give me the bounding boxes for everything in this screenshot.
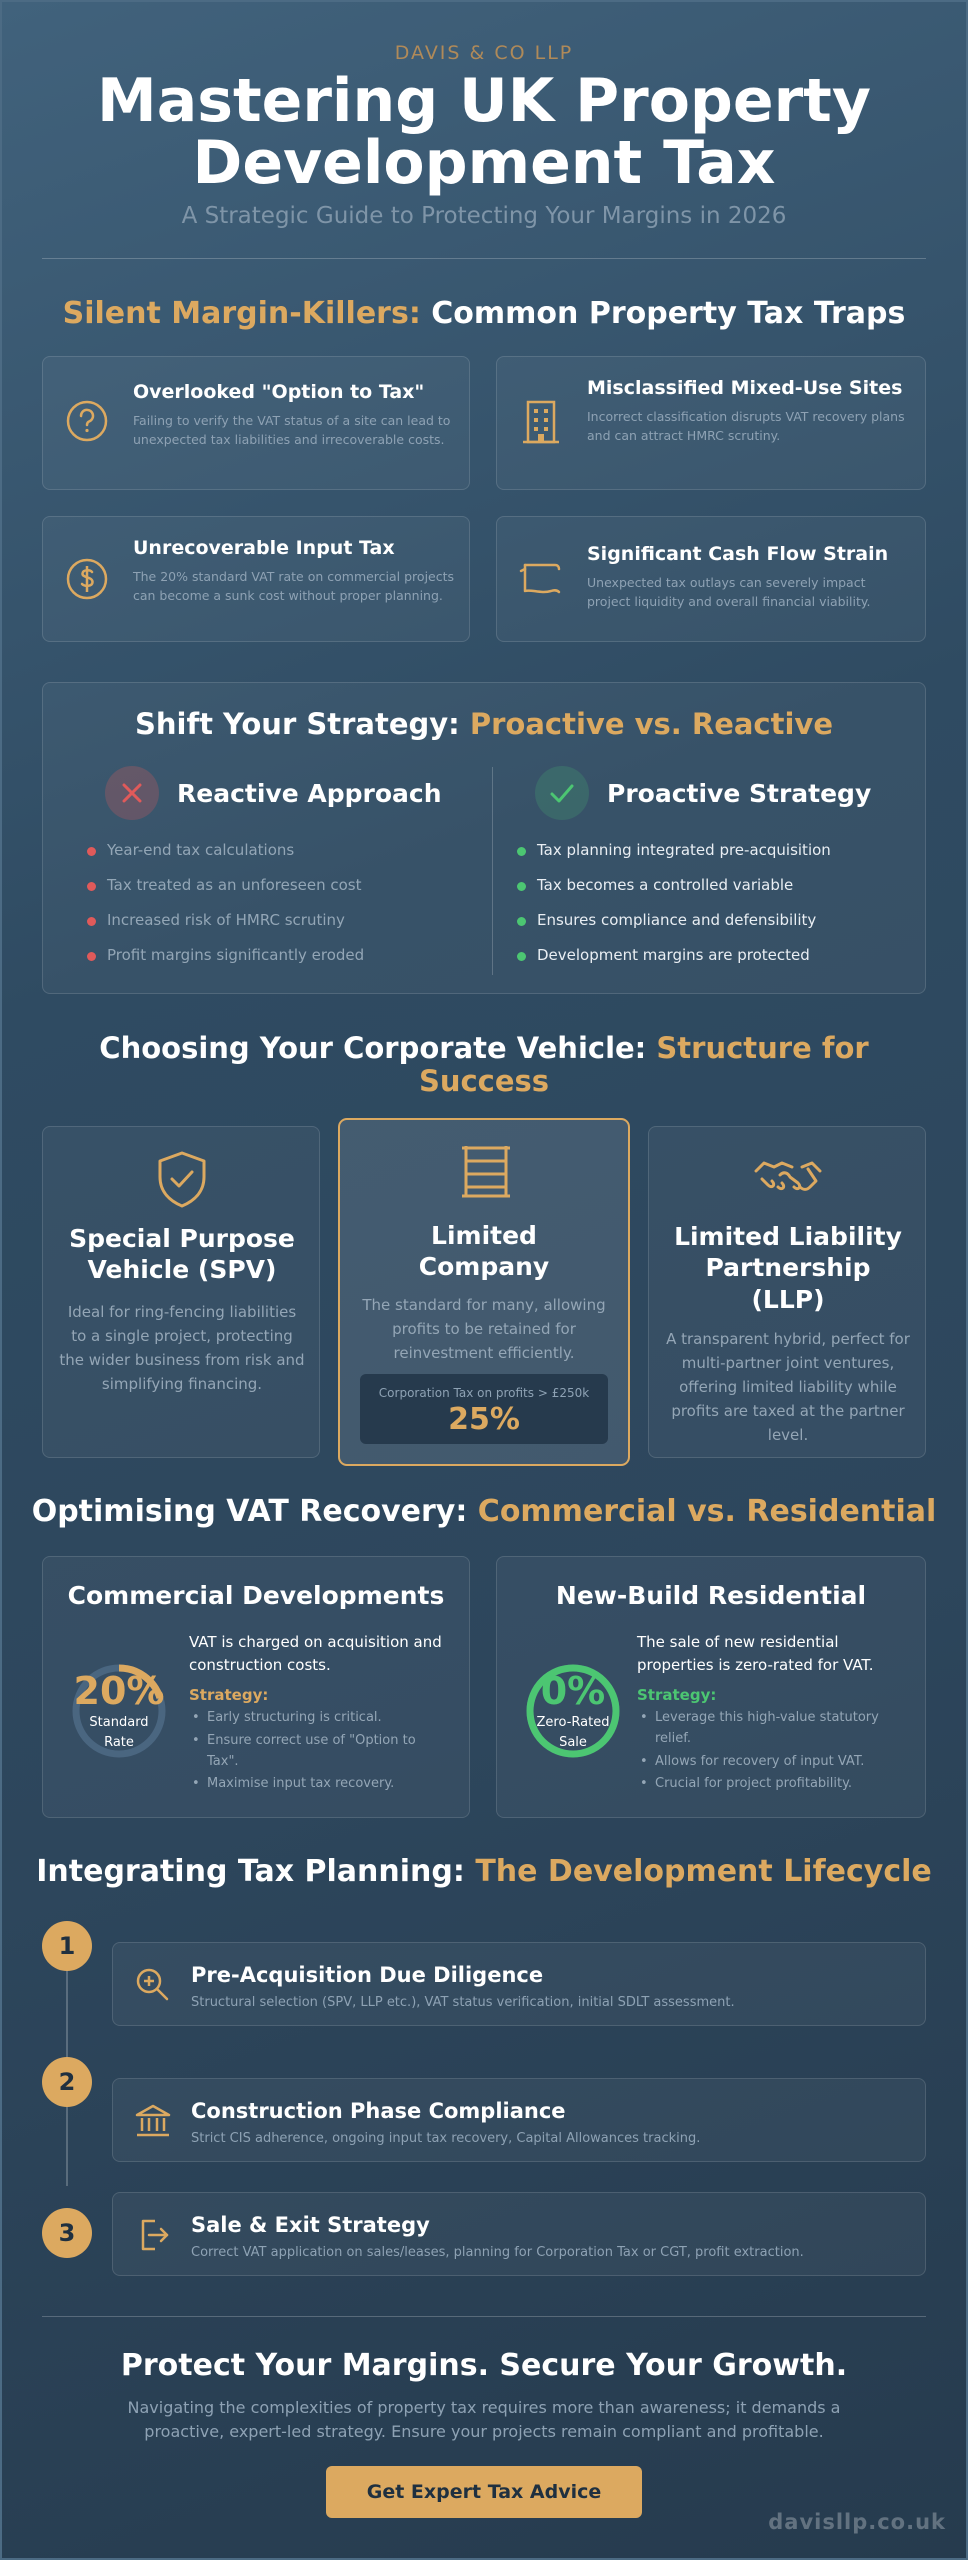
vat-gauge-label: Standard Rate — [89, 1715, 149, 1750]
page-subtitle: A Strategic Guide to Protecting Your Margins in 2026 — [181, 203, 787, 229]
trap-description: Incorrect classification disrupts VAT recovery plans and can attract HMRC scrutiny. — [587, 408, 905, 444]
bank-icon — [133, 2101, 173, 2141]
list-item: Development margins are protected — [515, 946, 915, 964]
strategy-label: Strategy: — [189, 1686, 269, 1704]
trap-title: Significant Cash Flow Strain — [587, 543, 889, 565]
trap-card-mixed-use — [496, 356, 926, 490]
list-item: • Ensure correct use of "Option to Tax". — [189, 1731, 451, 1773]
trap-title: Unrecoverable Input Tax — [133, 537, 395, 559]
vat-card-title: New-Build Residential — [555, 1581, 867, 1610]
reactive-list — [85, 841, 465, 981]
vat-percent: 0% — [540, 1669, 606, 1713]
strategy-title: Shift Your Strategy: Proactive vs. Reactive — [135, 707, 833, 741]
list-item: Tax becomes a controlled variable — [515, 876, 915, 894]
list-item: • Early structuring is critical. — [189, 1708, 451, 1729]
proactive-list — [515, 841, 915, 981]
proactive-title: Proactive Strategy — [607, 779, 872, 808]
step-title: Construction Phase Compliance — [191, 2099, 566, 2123]
vat-description: The sale of new residential properties is zero-rated for VAT. — [637, 1633, 874, 1674]
step-card-construction — [112, 2078, 926, 2162]
step-title: Pre-Acquisition Due Diligence — [191, 1963, 544, 1987]
trap-title: Misclassified Mixed-Use Sites — [587, 377, 903, 399]
vat-gauge-commercial — [69, 1661, 169, 1761]
list-item: Tax planning integrated pre-acquisition — [515, 841, 915, 859]
list-item: Tax treated as an unforeseen cost — [85, 876, 465, 894]
step-card-pre-acquisition — [112, 1942, 926, 2026]
list-item: • Crucial for project profitability. — [637, 1774, 907, 1795]
step-number: 3 — [42, 2208, 92, 2258]
shield-check-icon — [154, 1149, 210, 1209]
vat-description: VAT is charged on acquisition and construction costs. — [189, 1633, 442, 1674]
lifecycle-title: Integrating Tax Planning: The Development Lifecycle — [36, 1854, 932, 1889]
list-item: • Allows for recovery of input VAT. — [637, 1752, 907, 1773]
vat-card-title: Commercial Developments — [67, 1581, 445, 1610]
traps-title: Silent Margin-Killers: Common Property Tax Traps — [62, 296, 906, 331]
trap-card-input-tax — [42, 516, 470, 642]
website-watermark[interactable]: davisllp.co.uk — [768, 2510, 946, 2534]
vat-gauge-label: Zero-Rated Sale — [536, 1715, 610, 1750]
ledger-icon — [458, 1142, 514, 1200]
vehicle-card-llp — [648, 1126, 926, 1458]
exit-icon — [133, 2215, 173, 2255]
trap-description: Failing to verify the VAT status of a site can lead to unexpected tax liabilities and irrecoverable costs. — [133, 412, 451, 448]
vat-card-commercial — [42, 1556, 470, 1818]
strategy-list — [189, 1708, 451, 1795]
step-description: Correct VAT application on sales/leases, planning for Corporation Tax or CGT, profit extraction. — [191, 2245, 804, 2260]
cta-title: Protect Your Margins. Secure Your Growth. — [120, 2348, 848, 2383]
trap-card-cash-flow — [496, 516, 926, 642]
tax-rate-label: Corporation Tax on profits > £250k — [378, 1386, 590, 1400]
vat-percent: 20% — [73, 1669, 165, 1713]
strategy-list — [637, 1708, 907, 1795]
vehicle-card-limited-company — [338, 1118, 630, 1466]
list-item: Year-end tax calculations — [85, 841, 465, 859]
get-tax-advice-button[interactable]: Get Expert Tax Advice — [326, 2466, 642, 2518]
page-title: Mastering UK Property Development Tax — [97, 66, 871, 198]
cta-text: Navigating the complexities of property tax requires more than awareness; it demands a proactive, expert-led strategy. Ensure your projects remain compliant and profitable. — [127, 2398, 841, 2441]
search-plus-icon — [133, 1965, 173, 2005]
trap-description: The 20% standard VAT rate on commercial projects can become a sunk cost without proper planning. — [133, 568, 455, 604]
vehicle-title: Special Purpose Vehicle (SPV) — [69, 1224, 295, 1285]
step-description: Strict CIS adherence, ongoing input tax recovery, Capital Allowances tracking. — [191, 2131, 701, 2146]
vat-title: Optimising VAT Recovery: Commercial vs. Residential — [31, 1494, 937, 1529]
vehicle-description: Ideal for ring-fencing liabilities to a single project, protecting the wider business from risk and simplifying financing. — [59, 1302, 305, 1393]
list-item: • Maximise input tax recovery. — [189, 1774, 451, 1795]
list-item: Profit margins significantly eroded — [85, 946, 465, 964]
vehicles-title: Choosing Your Corporate Vehicle: Structure for Success — [99, 1031, 869, 1098]
vat-gauge-residential — [523, 1661, 623, 1761]
strategy-label: Strategy: — [637, 1686, 717, 1704]
vehicle-card-spv — [42, 1126, 320, 1458]
firm-name: DAVIS & CO LLP — [394, 42, 574, 64]
question-circle-icon — [65, 399, 109, 443]
vehicle-description: A transparent hybrid, perfect for multi-partner joint ventures, offering limited liability while profits are taxed at the partner level. — [666, 1329, 910, 1444]
strategy-panel — [42, 682, 926, 994]
dollar-circle-icon — [65, 557, 109, 601]
reactive-title: Reactive Approach — [177, 779, 442, 808]
step-number: 1 — [42, 1921, 92, 1971]
tax-rate-value: 25% — [448, 1402, 520, 1437]
trap-description: Unexpected tax outlays can severely impact project liquidity and overall financial viability. — [587, 574, 871, 610]
handshake-icon — [752, 1153, 824, 1201]
vehicle-description: The standard for many, allowing profits to be retained for reinvestment efficiently. — [362, 1295, 606, 1362]
column-divider — [492, 767, 493, 975]
step-title: Sale & Exit Strategy — [191, 2213, 430, 2237]
step-number: 2 — [42, 2057, 92, 2107]
step-description: Structural selection (SPV, LLP etc.), VAT status verification, initial SDLT assessment. — [191, 1995, 735, 2010]
building-icon — [521, 399, 561, 445]
check-icon — [535, 766, 589, 820]
list-item: Ensures compliance and defensibility — [515, 911, 915, 929]
x-icon — [105, 766, 159, 820]
tax-rate-box — [360, 1374, 608, 1444]
vat-card-residential — [496, 1556, 926, 1818]
trap-title: Overlooked "Option to Tax" — [133, 381, 425, 403]
receipt-icon — [519, 559, 565, 599]
divider — [42, 2316, 926, 2317]
trap-card-option-to-tax — [42, 356, 470, 490]
list-item: • Leverage this high-value statutory relief. — [637, 1708, 907, 1750]
vehicle-title: Limited Company — [418, 1221, 550, 1282]
step-card-exit — [112, 2192, 926, 2276]
list-item: Increased risk of HMRC scrutiny — [85, 911, 465, 929]
divider — [42, 258, 926, 259]
vehicle-title: Limited Liability Partnership (LLP) — [674, 1222, 902, 1314]
